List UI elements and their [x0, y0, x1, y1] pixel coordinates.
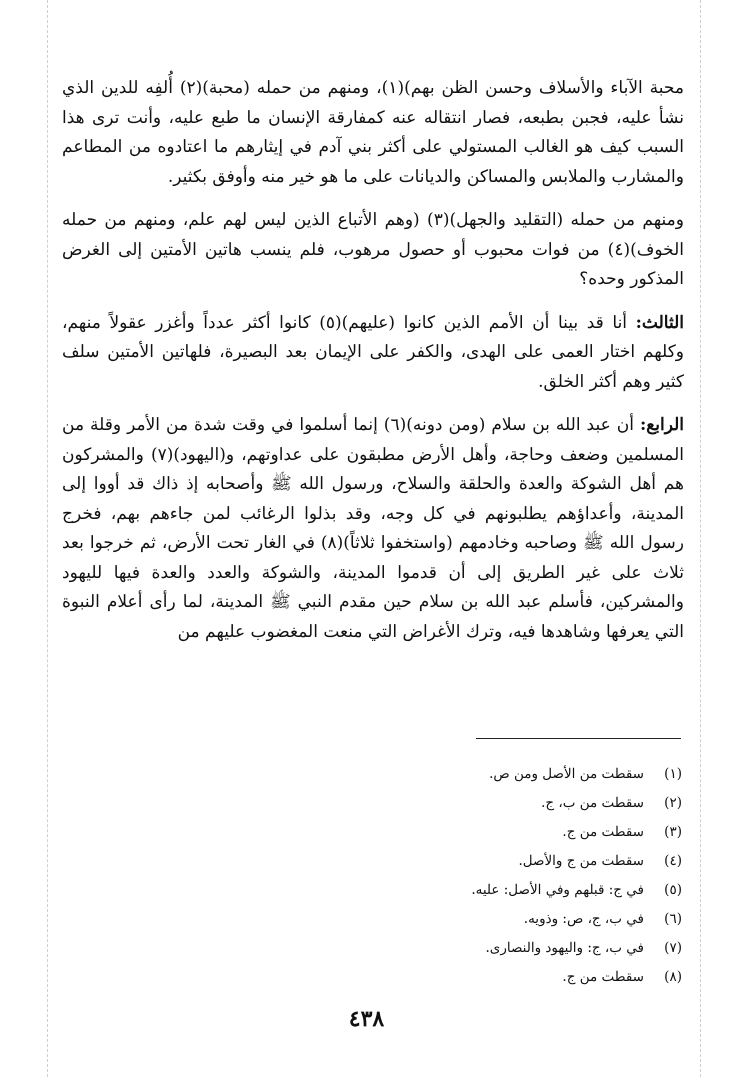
- footnote-number: (٨): [664, 969, 682, 985]
- paragraph-2: [62, 206, 684, 295]
- paragraph-1: [62, 74, 684, 192]
- footnote-text: سقطت من ج والأصل.: [518, 853, 644, 869]
- footnote-item: [300, 847, 682, 876]
- footnote-item: [300, 760, 682, 789]
- footnote-number: (٥): [664, 882, 682, 898]
- footnote-text: في ج: قبلهم وفي الأصل: عليه.: [471, 882, 644, 898]
- footnote-item: [300, 934, 682, 963]
- paragraph-text: أنا قد بينا أن الأمم الذين كانوا (عليهم)(٥) كانوا أكثر عدداً وأغزر عقولاً منهم، وكلهم اختار العمى على الهدى، والكفر على الإيمان بعد البصيرة، فلهاتين الأمتين سلف كثير وهم أكثر الخلق.: [62, 312, 684, 392]
- footnote-text: في ب، ج، ص: وذويه.: [523, 911, 644, 927]
- footnote-number: (٣): [664, 824, 682, 840]
- footnote-number: (٦): [664, 911, 682, 927]
- footnote-text: سقطت من ب، ج.: [541, 795, 644, 811]
- page-number: ٤٣٨: [348, 1006, 385, 1032]
- scan-fold-line-left: [47, 0, 48, 1077]
- footnote-number: (٧): [664, 940, 682, 956]
- footnote-text: سقطت من ج.: [562, 969, 644, 985]
- footnote-separator: [476, 738, 681, 739]
- footnote-text: سقطت من الأصل ومن ص.: [489, 766, 644, 782]
- footnote-item: [300, 963, 682, 992]
- paragraph-text: محبة الآباء والأسلاف وحسن الظن بهم)(١)، ومنهم من حمله (محبة)(٢) أُلفِه للدين الذي نشأ عليه، فجبن بطبعه، فصار انتقاله عنه كمفارقة الإنسان ما طبع عليه، وأنت ترى هذا السبب كيف هو الغالب المستولي على أكثر بني آدم في إيثارهم ما اعتادوه من المطاعم والمشارب والملابس والمساكن والديانات على ما هو خير منه وأوفق بكثير.: [62, 78, 684, 187]
- paragraph-text: ومنهم من حمله (التقليد والجهل)(٣) (وهم الأتباع الذين ليس لهم علم، ومنهم من حمله الخوف)(٤) من فوات محبوب أو حصول مرهوب، فلم ينسب هاتين الأمتين إلى الغرض المذكور وحده؟: [62, 210, 684, 289]
- paragraph-3: [62, 309, 684, 398]
- scan-fold-line-right: [700, 0, 701, 1077]
- footnote-number: (٤): [664, 853, 682, 869]
- footnote-item: [300, 876, 682, 905]
- footnote-item: [300, 818, 682, 847]
- paragraph-label-third: الثالث:: [635, 312, 684, 333]
- paragraph-label-fourth: الرابع:: [639, 415, 684, 435]
- footnote-number: (٢): [664, 795, 682, 811]
- paragraph-4: [62, 411, 684, 647]
- footnotes-list: [300, 760, 682, 992]
- footnote-item: [300, 905, 682, 934]
- footnote-number: (١): [664, 766, 682, 782]
- paragraph-text: أن عبد الله بن سلام (ومن دونه)(٦) إنما أسلموا في وقت شدة من الأمر وقلة من المسلمين وضعف وحاجة، وأهل الأرض مطبقون على عداوتهم، و(اليهود)(٧) والمشركون هم أهل الشوكة والعدة والحلقة والسلاح، ورسول الله ﷺ وأصحابه إذ ذاك قد أووا إلى المدينة، وأعداؤهم يطلبونهم في كل وجه، وقد بذلوا الرغائب لمن جاءهم بهم، فخرج رسول الله ﷺ وصاحبه وخادمهم (واستخفوا ثلاثاً)(٨) في الغار تحت الأرض، ثم خرجوا بعد ثلاث على غير الطريق إلى أن قدموا المدينة، والشوكة والعدد والعدة فيها لليهود والمشركين، فأسلم عبد الله بن سلام حين مقدم النبي ﷺ المدينة، لما رأى أعلام النبوة التي يعرفها وشاهدها فيه، وترك الأغراض التي منعت المغضوب عليهم من: [62, 415, 685, 642]
- footnote-text: في ب، ج: واليهود والنصارى.: [485, 940, 644, 956]
- main-text: [62, 74, 684, 661]
- footnote-text: سقطت من ج.: [562, 824, 644, 840]
- footnote-item: [300, 789, 682, 818]
